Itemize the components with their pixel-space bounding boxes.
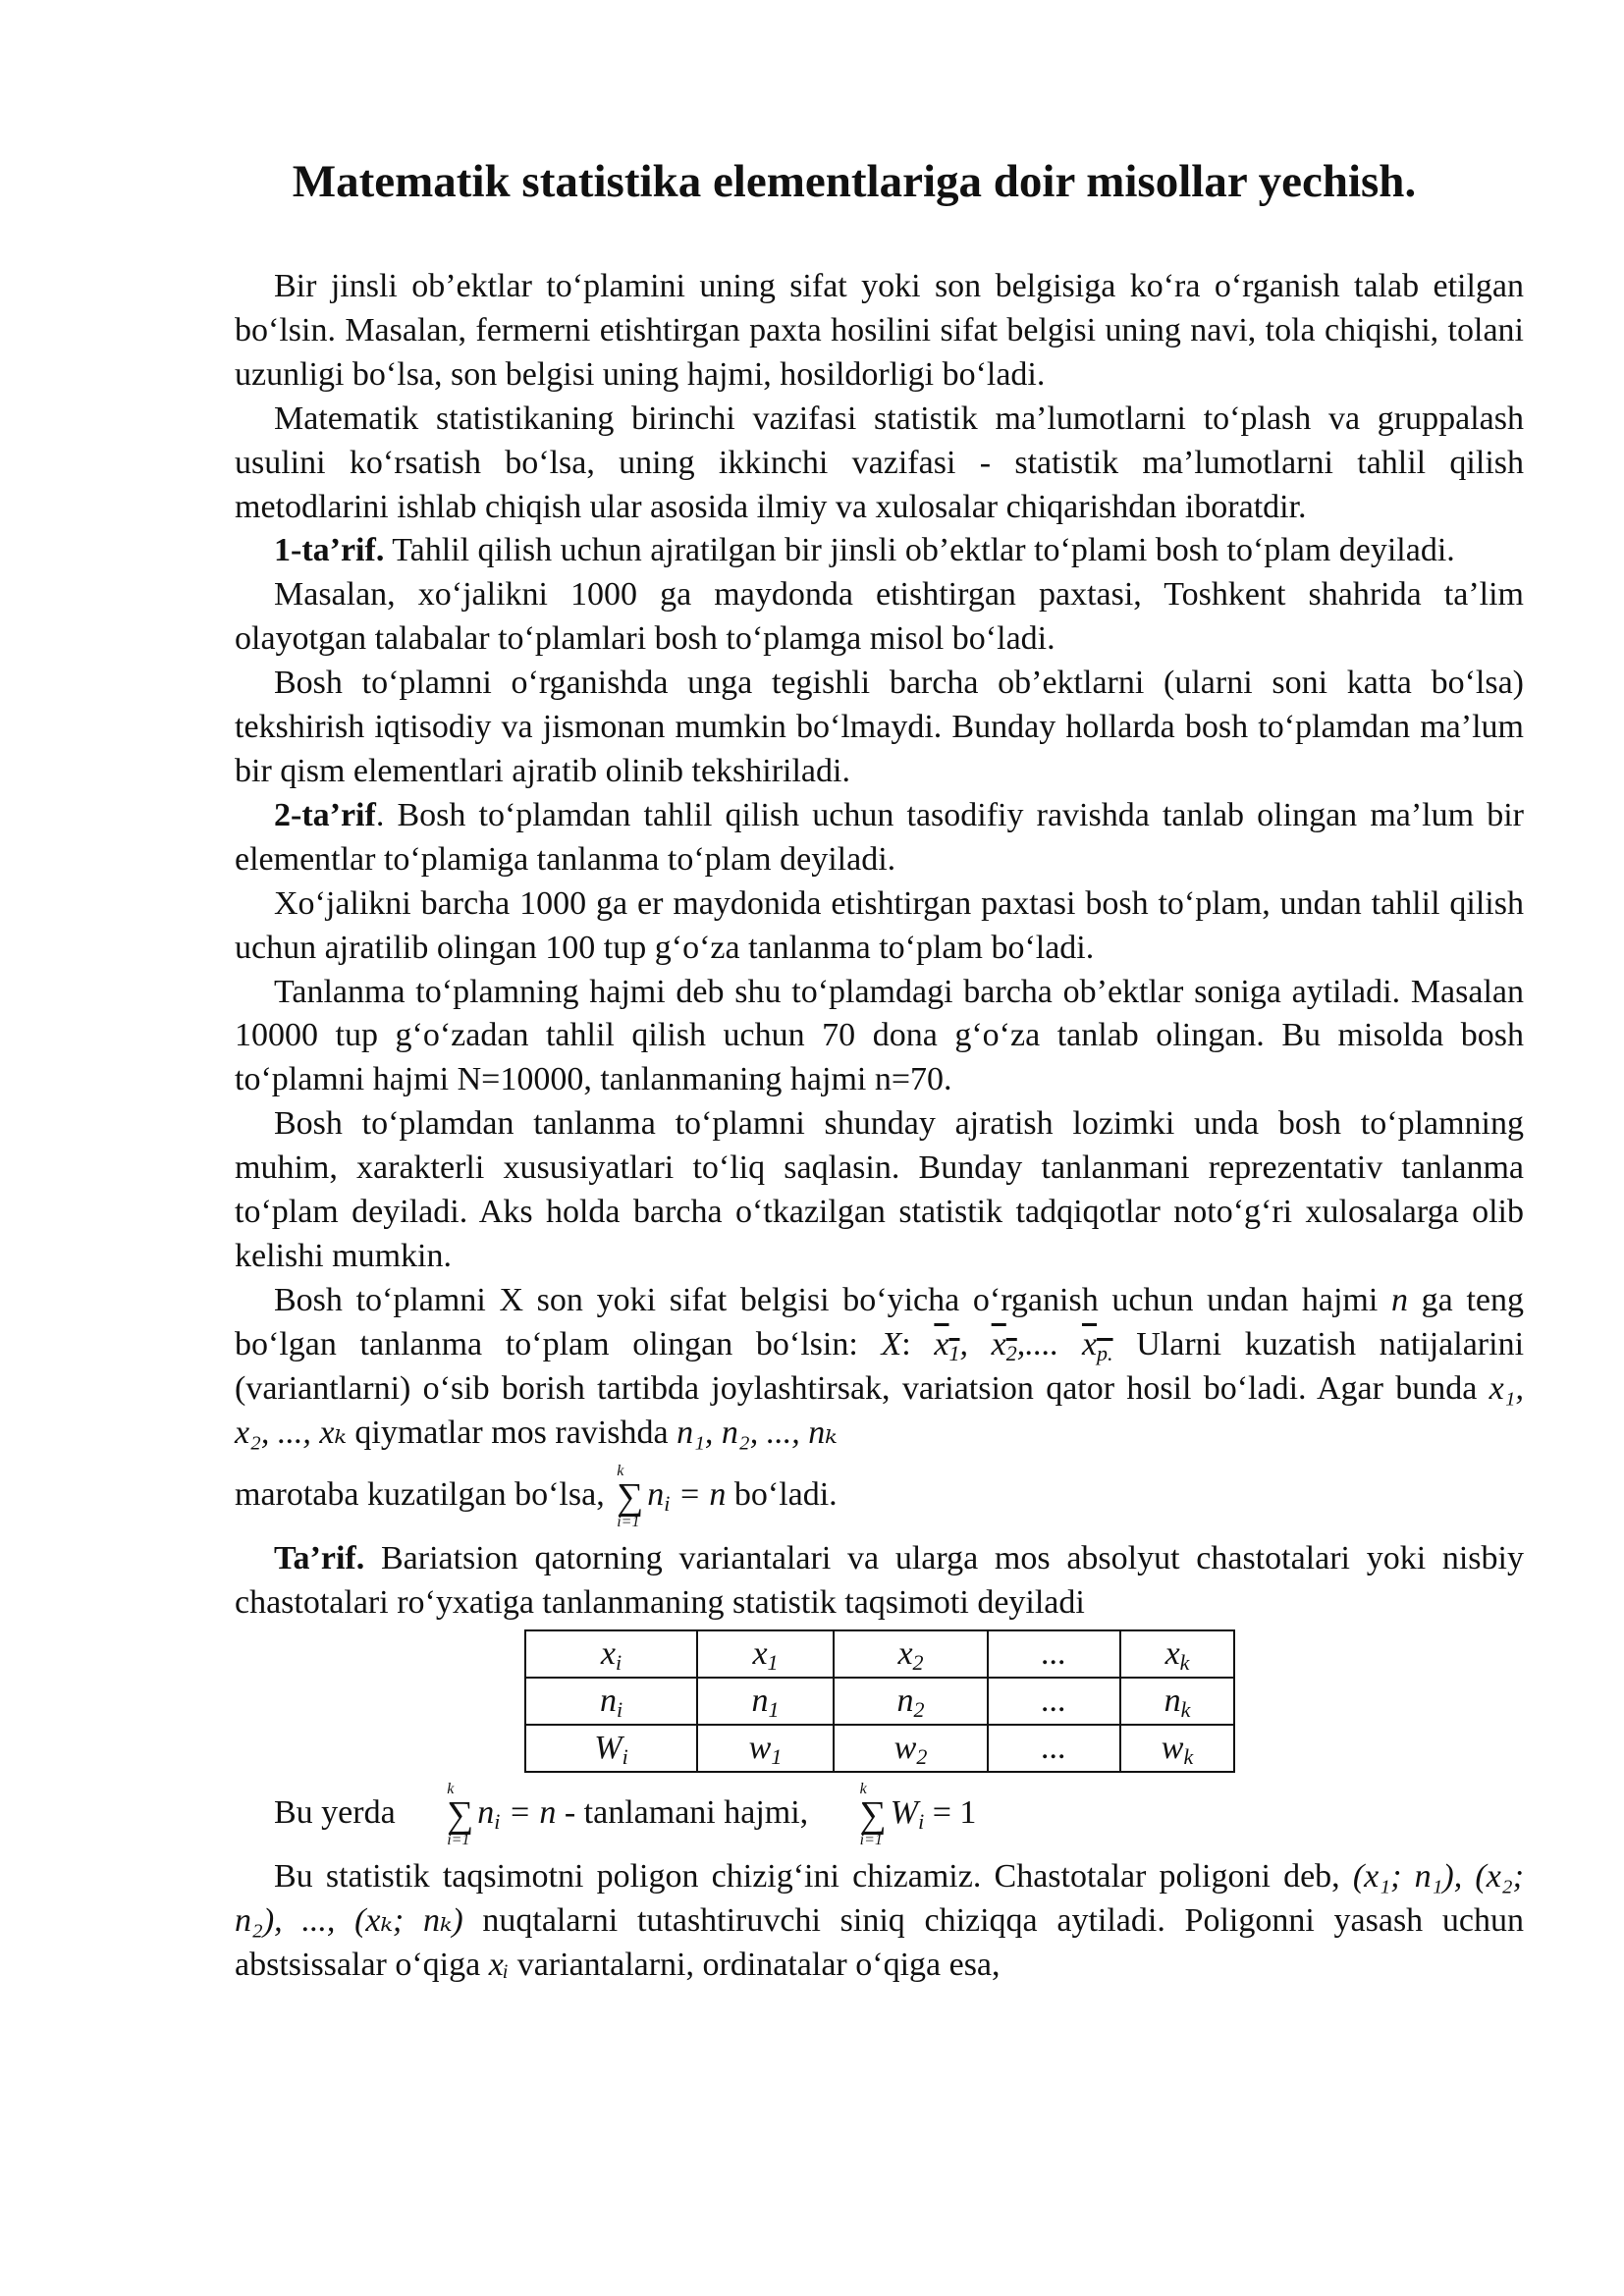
definition-2-label: 2-ta’rif — [274, 796, 376, 833]
subscript: 2 — [1005, 1340, 1017, 1365]
cell-symbol: x — [600, 1635, 616, 1673]
table-cell — [834, 1725, 988, 1772]
var-x: x — [934, 1325, 949, 1362]
subscript: p. — [1097, 1340, 1113, 1365]
paragraph-variation-series — [235, 1279, 1524, 1456]
definition-1-text: Tahlil qilish uchun ajratilgan bir jinsli ob’ektlar to‘plami bosh to‘plam deyiladi. — [384, 532, 1455, 569]
paragraph-polygon — [235, 1855, 1524, 1988]
table-cell — [525, 1630, 697, 1678]
subscript: i — [664, 1491, 671, 1517]
var-x: x — [991, 1325, 1006, 1362]
cell-symbol: ... — [1041, 1635, 1067, 1673]
text-segment: Ularni kuzatish natijalarini (variantlarni) o‘sib borish tartibda joylashtirsak, variatsion qator hosil bo‘ladi. Agar bunda — [235, 1325, 1525, 1407]
distribution-table-body — [525, 1630, 1234, 1772]
paragraph-intro: Bir jinsli ob’ektlar to‘plamini uning sifat yoki son belgisiga ko‘ra o‘rganish talab etilgan bo‘lsin. Masalan, fermerni etishtirgan paxta hosilini sifat belgisi uning navi, tola chiqishi, tolani uzunligi bo‘lsa, son belgisi uning hajmi, hosildorligi bo‘ladi. — [235, 268, 1524, 393]
text-segment: marotaba kuzatilgan bo‘lsa, — [235, 1476, 614, 1514]
cell-subscript: i — [616, 1697, 623, 1723]
sigma-icon: ∑ — [617, 1476, 644, 1519]
sum-symbol — [407, 1781, 473, 1849]
definition-2 — [235, 794, 1524, 882]
table-cell — [1120, 1725, 1234, 1772]
paragraph-tasks: Matematik statistikaning birinchi vazifasi statistik ma’lumotlarni to‘plash va gruppalash usulini ko‘rsatish bo‘lsa, uning ikkinchi vazifasi - statistik ma’lumotlarni tahlil qilish metodlarini ishlab chiqish ular asosida ilmiy va xulosalar chiqarishdan iboratdir. — [235, 400, 1524, 525]
points-list: (x₁; n₁), (x₂; n₂), ..., (xₖ; nₖ) — [235, 1858, 1524, 1940]
table-cell — [697, 1630, 834, 1678]
cell-subscript: k — [1183, 1744, 1194, 1770]
var-X: X — [881, 1325, 902, 1362]
distribution-table — [524, 1629, 1235, 1773]
cell-symbol: ... — [1041, 1682, 1067, 1720]
paragraph-sampling-need: Bosh to‘plamni o‘rganishda unga tegishli barcha ob’ektlarni (ularni soni katta bo‘lsa) tekshirish iqtisodiy va jismonan mumkin bo‘lmaydi. Bunday hollarda bosh to‘plamdan ma’lum bir qism elementlari ajratib olinib tekshiriladi. — [235, 665, 1524, 789]
cell-subscript: 2 — [913, 1697, 925, 1723]
sum-lower-limit: i=1 — [617, 1514, 640, 1531]
paragraph-sample-size: Tanlanma to‘plamning hajmi deb shu to‘plamdagi barcha ob’ektlar soniga aytiladi. Masalan 10000 tup g‘o‘zadan tahlil qilish uchun 70 dona g‘o‘za tanlab olingan. Bu misolda bosh to‘plamni hajmi N=10000, tanlanmaning hajmi n=70. — [235, 973, 1524, 1098]
text-segment: : — [901, 1325, 935, 1362]
table-row — [525, 1725, 1234, 1772]
cell-symbol: x — [1164, 1635, 1180, 1673]
cell-symbol: x — [752, 1635, 768, 1673]
table-cell — [988, 1678, 1120, 1725]
text-segment: variantalarni, ordinatalar o‘qiga esa, — [509, 1947, 1001, 1984]
cell-symbol: w — [893, 1730, 917, 1767]
cell-subscript: 1 — [767, 1650, 779, 1676]
separator: ,.... — [1016, 1325, 1082, 1362]
paragraph-example-population: Masalan, xo‘jalikni 1000 ga maydonda etishtirgan paxtasi, Toshkent shahrida ta’lim olayotgan talabalar to‘plamlari bosh to‘plamga misol bo‘ladi. — [235, 576, 1524, 658]
subscript: i — [918, 1809, 925, 1835]
definition-2-text: . Bosh to‘plamdan tahlil qilish uchun tasodifiy ravishda tanlab olingan ma’lum bir elementlar to‘plamiga tanlanma to‘plam deyiladi. — [235, 796, 1524, 878]
table-cell — [697, 1678, 834, 1725]
table-cell — [988, 1630, 1120, 1678]
var-xi: xᵢ — [488, 1947, 510, 1984]
sum-upper-limit: k — [859, 1781, 867, 1798]
text-segment: Bu yerda — [274, 1794, 405, 1832]
table-cell — [525, 1678, 697, 1725]
counts-list: n₁, n₂, ..., nₖ — [677, 1414, 838, 1451]
cell-subscript: k — [1180, 1697, 1191, 1723]
cell-subscript: 1 — [771, 1744, 783, 1770]
cell-symbol: x — [897, 1635, 913, 1673]
var-n: n — [1391, 1281, 1408, 1318]
table-row — [525, 1678, 1234, 1725]
sigma-icon: ∑ — [859, 1794, 887, 1837]
equation-rhs: = n — [670, 1476, 727, 1514]
cell-subscript: 2 — [916, 1744, 928, 1770]
text-segment: nuqtalarni tutashtiruvchi siniq chiziqqa aytiladi. Poligonni yasash uchun abstsissalar o‘qiga — [235, 1902, 1524, 1984]
table-cell — [525, 1725, 697, 1772]
subscript: i — [494, 1809, 501, 1835]
paragraph-representative: Bosh to‘plamdan tanlanma to‘plamni shunday ajratish lozimki unda bosh to‘plamning muhim, xarakterli xususiyatlari to‘liq saqlasin. Bunday tanlanmani reprezentativ tanlanma to‘plam deyiladi. Aks holda barcha o‘tkazilgan statistik tadqiqotlar noto‘g‘ri xulosalarga olib kelishi mumkin. — [235, 1105, 1524, 1274]
text-segment: bo‘ladi. — [726, 1476, 838, 1514]
definition-3-label: Ta’rif. — [274, 1540, 365, 1577]
equation-rhs: = 1 — [924, 1794, 977, 1832]
cell-symbol: w — [748, 1730, 772, 1767]
cell-symbol: n — [599, 1682, 617, 1720]
table-row — [525, 1630, 1234, 1678]
sum-lower-limit: i=1 — [447, 1832, 470, 1849]
cell-subscript: 2 — [912, 1650, 924, 1676]
table-cell — [1120, 1630, 1234, 1678]
paragraph-sum-observed — [235, 1463, 1524, 1531]
var-n: n — [647, 1476, 665, 1514]
table-cell — [988, 1725, 1120, 1772]
separator: , — [959, 1325, 992, 1362]
cell-subscript: k — [1179, 1650, 1190, 1676]
subscript: 1 — [948, 1340, 960, 1365]
cell-symbol: n — [751, 1682, 769, 1720]
cell-symbol: W — [594, 1730, 623, 1767]
table-cell — [834, 1678, 988, 1725]
cell-symbol: ... — [1041, 1730, 1067, 1767]
document-body — [235, 265, 1524, 1988]
cell-subscript: i — [622, 1744, 628, 1770]
definition-1 — [235, 529, 1524, 573]
sum-upper-limit: k — [447, 1781, 455, 1798]
table-cell — [1120, 1678, 1234, 1725]
variants-list: x₁, x₂, ..., xₖ — [235, 1369, 1524, 1451]
cell-symbol: w — [1161, 1730, 1184, 1767]
var-W: W — [890, 1794, 919, 1832]
text-segment: qiymatlar mos ravishda — [346, 1414, 677, 1451]
var-x2 — [991, 1325, 1017, 1365]
paragraph-sum-definitions — [235, 1781, 1524, 1849]
page-title: Matematik statistika elementlariga doir misollar yechish. — [292, 156, 1417, 207]
definition-3 — [235, 1537, 1524, 1626]
sum-upper-limit: k — [617, 1463, 624, 1480]
sigma-icon: ∑ — [447, 1794, 474, 1837]
table-cell — [834, 1630, 988, 1678]
text-segment: Bu statistik taqsimotni poligon chizig‘ini chizamiz. Chastotalar poligoni deb, — [274, 1858, 1353, 1896]
var-n: n — [477, 1794, 495, 1832]
sum-symbol — [821, 1781, 887, 1849]
cell-symbol: n — [896, 1682, 914, 1720]
definition-1-label: 1-ta’rif. — [274, 532, 385, 569]
cell-symbol: n — [1164, 1682, 1181, 1720]
text-segment: Bosh to‘plamni X son yoki sifat belgisi bo‘yicha o‘rganish uchun undan hajmi — [274, 1281, 1391, 1318]
sum-symbol — [617, 1463, 643, 1531]
table-cell — [697, 1725, 834, 1772]
var-xp — [1081, 1325, 1113, 1365]
cell-subscript: i — [615, 1650, 623, 1676]
var-x1 — [934, 1325, 960, 1365]
cell-subscript: 1 — [768, 1697, 780, 1723]
var-x: x — [1081, 1325, 1098, 1362]
paragraph-example-sample: Xo‘jalikni barcha 1000 ga er maydonida etishtirgan paxtasi bosh to‘plam, undan tahlil qilish uchun ajratilib olingan 100 tup g‘o‘za tanlanma to‘plam bo‘ladi. — [235, 884, 1524, 966]
text-segment: ga teng bo‘lgan tanlanma to‘plam olingan bo‘lsin: — [235, 1281, 1524, 1362]
sum-lower-limit: i=1 — [859, 1832, 883, 1849]
text-segment: - tanlamani hajmi, — [556, 1794, 817, 1832]
definition-3-text: Bariatsion qatorning variantalari va ularga mos absolyut chastotalari yoki nisbiy chastotalari ro‘yxatiga tanlanmaning statistik taqsimoti deyiladi — [235, 1540, 1524, 1622]
equation-rhs: = n — [500, 1794, 557, 1832]
